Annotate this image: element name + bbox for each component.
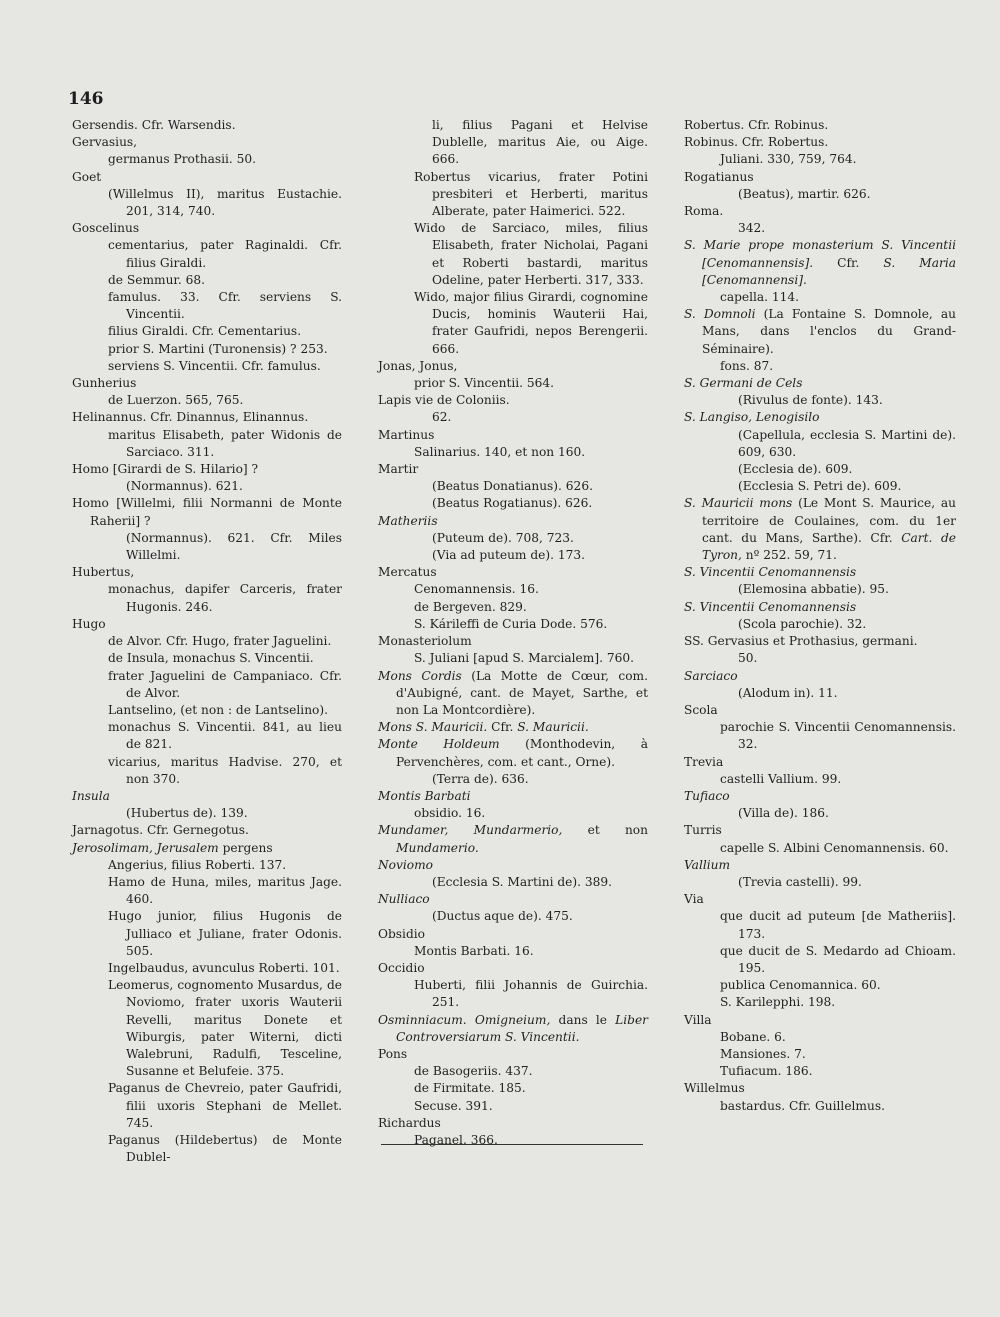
index-entry — [72, 564, 342, 581]
index-entry — [684, 908, 956, 942]
index-entry-text: de Bergeven. 829. — [414, 599, 527, 614]
index-entry-text: bastardus. Cfr. Guillelmus. — [720, 1098, 885, 1113]
index-entry — [684, 857, 956, 874]
index-entry — [684, 169, 956, 186]
index-entry — [72, 874, 342, 908]
index-entry-text: Paganus (Hildebertus) de Monte Dublel- — [108, 1132, 342, 1165]
index-entry-text: Cfr. — [487, 720, 518, 735]
index-entry-text: Jarnagotus. Cfr. Gernegotus. — [72, 823, 249, 838]
index-entry-text: de Firmitate. 185. — [414, 1081, 526, 1096]
index-entry-text: S. Mauricii mons — [684, 496, 793, 511]
index-entry-text: Insula — [72, 788, 110, 803]
index-entry — [684, 943, 956, 977]
index-entry — [684, 633, 956, 650]
index-entry-text: Scola — [684, 702, 718, 717]
index-entry-text: de Alvor. Cfr. Hugo, frater Jaguelini. — [108, 634, 332, 649]
index-entry — [378, 857, 648, 874]
index-entry-text: Mons Cordis — [378, 668, 462, 683]
index-entry — [378, 616, 648, 633]
index-entry-text: famulus. 33. Cfr. serviens S. Vincentii. — [108, 290, 342, 322]
index-entry-text: Angerius, filius Roberti. 137. — [108, 857, 287, 872]
index-entry-text: Lantselino, (et non : de Lantselino). — [108, 702, 329, 717]
index-entry — [378, 960, 648, 977]
index-entry-text: maritus Elisabeth, pater Widonis de Sarciaco. 311. — [108, 427, 342, 459]
index-entry — [684, 1098, 956, 1115]
index-entry — [72, 427, 342, 461]
index-entry — [684, 495, 956, 564]
index-entry — [378, 668, 648, 720]
index-entry-text: Homo [Willelmi, filii Normanni de Monte Raherii] ? — [72, 496, 342, 528]
index-entry — [72, 289, 342, 323]
index-entry-text: Homo [Girardi de S. Hilario] ? — [72, 462, 259, 477]
index-entry-text: (Beatus Rogatianus). 626. — [432, 496, 593, 511]
index-entry-text: (Capellula, ecclesia S. Martini de). 609, 630. — [738, 427, 956, 459]
index-entry-text: (Ecclesia de). 609. — [738, 462, 853, 477]
index-entry — [684, 186, 956, 203]
index-entry — [684, 392, 956, 409]
index-entry-text: nº 252. 59, 71. — [741, 548, 837, 563]
index-entry — [684, 891, 956, 908]
index-entry-text: li, filius Pagani et Helvise Dublelle, maritus Aie, ou Aige. 666. — [432, 118, 648, 167]
index-entry-text: Trevia — [684, 754, 724, 769]
index-entry — [378, 1012, 648, 1046]
index-entry — [378, 1132, 648, 1149]
index-entry — [72, 151, 342, 168]
index-entry — [378, 375, 648, 392]
index-entry-text: Hugo junior, filius Hugonis de Julliaco et Juliane, frater Odonis. 505. — [108, 909, 342, 958]
index-entry-text: Mercatus — [378, 565, 437, 580]
index-entry — [72, 323, 342, 340]
index-entry — [684, 788, 956, 805]
index-entry-text: Gunherius — [72, 376, 137, 391]
index-entry-text: Ingelbaudus, avunculus Roberti. 101. — [108, 960, 340, 975]
index-entry — [684, 685, 956, 702]
index-entry-text: Vallium — [684, 857, 731, 872]
index-entry — [378, 581, 648, 598]
index-entry-text: publica Cenomannica. 60. — [720, 978, 881, 993]
index-entry-text: Nulliaco — [378, 892, 430, 907]
index-entry — [72, 719, 342, 753]
index-entry — [378, 1063, 648, 1080]
index-entry-text: Secuse. 391. — [414, 1098, 493, 1113]
index-entry — [378, 788, 648, 805]
index-entry — [378, 169, 648, 221]
index-entry-text: S. Kárileffi de Curia Dode. 576. — [414, 616, 608, 631]
index-entry — [72, 169, 342, 186]
index-entry-text: S. Karilepphi. 198. — [720, 995, 836, 1010]
index-entry — [378, 495, 648, 512]
index-entry-text: Willelmus — [684, 1081, 745, 1096]
index-entry-text: de Luerzon. 565, 765. — [108, 393, 244, 408]
index-entry-text: monachus S. Vincentii. 841, au lieu de 821. — [108, 720, 342, 752]
index-entry — [684, 306, 956, 358]
index-entry — [684, 702, 956, 719]
index-entry-text: vicarius, maritus Hadvise. 270, et non 370. — [108, 754, 342, 786]
index-entry-text: Monte Holdeum — [378, 737, 500, 752]
index-entry-text: et non — [562, 823, 648, 838]
index-entry — [684, 874, 956, 891]
index-entry — [378, 1046, 648, 1063]
index-entry-text: Paganus de Chevreio, pater Gaufridi, filii uxoris Stephani de Mellet. 745. — [108, 1081, 342, 1130]
index-entry-text: fons. 87. — [720, 358, 774, 373]
index-entry-text: parochie S. Vincentii Cenomannensis. 32. — [720, 720, 956, 752]
index-entry — [684, 564, 956, 581]
index-entry — [378, 220, 648, 289]
index-entry-text: pergens — [218, 840, 273, 855]
index-entry-text: Goet — [72, 169, 102, 184]
index-entry — [684, 599, 956, 616]
index-entry — [72, 788, 342, 805]
index-entry-text: que ducit de S. Medardo ad Chioam. 195. — [720, 943, 956, 975]
index-entry-text: (Monthodevin, à Pervenchères, com. et cant., Orne). — [396, 737, 648, 769]
index-entry-text: S. Langiso, Lenogisilo — [684, 410, 820, 425]
index-entry-text: Hugo — [72, 616, 106, 631]
index-entry — [378, 564, 648, 581]
index-entry-text: Martinus — [378, 427, 435, 442]
index-entry — [72, 117, 342, 134]
index-entry-text: Gervasius, — [72, 135, 138, 150]
index-entry-text: (Scola parochie). 32. — [738, 616, 867, 631]
index-entry-text: de Semmur. 68. — [108, 272, 206, 287]
index-entry — [684, 151, 956, 168]
index-entry-text: 62. — [432, 410, 452, 425]
index-entry — [684, 668, 956, 685]
index-entry — [684, 616, 956, 633]
index-entry-text: Leomerus, cognomento Musardus, de Noviomo, frater uxoris Wauterii Revelli, maritus Donete et Wiburgis, pater Witerni, dicti Walebruni, Radulfi, Tesceline, Susanne et Belufeie. 375. — [108, 978, 342, 1079]
index-entry — [378, 805, 648, 822]
index-entry-text: Cenomannensis. 16. — [414, 582, 539, 597]
index-entry — [684, 977, 956, 994]
index-entry — [378, 392, 648, 409]
index-entry-text: Liber Controversiarum S. Vincentii. — [396, 1012, 649, 1044]
index-entry-text: Wido de Sarciaco, miles, filius Elisabeth, frater Nicholai, Pagani et Roberti bastardi, maritus Odeline, pater Herberti. 317, 333. — [414, 221, 648, 287]
index-entry-text: (La Fontaine S. Domnole, au Mans, dans l'enclos du Grand-Séminaire). — [702, 307, 957, 356]
index-entry — [684, 840, 956, 857]
index-entry — [72, 805, 342, 822]
index-entry-text: S. Marie prope monasterium S. Vincentii [Cenomannensis]. — [684, 238, 956, 270]
index-entry — [72, 822, 342, 839]
index-entry-text: Obsidio — [378, 926, 425, 941]
index-entry — [72, 1080, 342, 1132]
index-entry — [684, 409, 956, 426]
index-entry — [378, 530, 648, 547]
index-entry-text: S. Vincentii Cenomannensis — [684, 599, 857, 614]
index-entry-text: Richardus — [378, 1115, 441, 1130]
index-entry-text: (Beatus Donatianus). 626. — [432, 479, 593, 494]
index-entry — [684, 289, 956, 306]
index-entry-text: 50. — [738, 651, 758, 666]
index-entry — [378, 444, 648, 461]
index-entry-text: Robertus vicarius, frater Potini presbiteri et Herberti, maritus Alberate, pater Haimerici. 522. — [414, 169, 648, 219]
index-entry-text: Juliani. 330, 759, 764. — [720, 152, 857, 167]
index-entry-text: Rogatianus — [684, 169, 754, 184]
index-entry — [378, 771, 648, 788]
index-entry-text: que ducit ad puteum [de Matheriis]. 173. — [720, 909, 956, 941]
index-entry — [72, 237, 342, 271]
index-entry — [684, 994, 956, 1011]
index-entry — [378, 513, 648, 530]
index-entry-text: Montis Barbati. 16. — [414, 943, 534, 958]
index-entry-text: Paganel. 366. — [414, 1132, 498, 1147]
index-entry-text: Lapis vie de Coloniis. — [378, 393, 510, 408]
index-entry — [72, 857, 342, 874]
index-entry-text: Mansiones. 7. — [720, 1046, 806, 1061]
index-entry — [684, 237, 956, 289]
index-entry — [378, 926, 648, 943]
index-entry-text: (La Motte de Cœur, com. d'Aubigné, cant. de Mayet, Sarthe, et non La Montcordière). — [396, 668, 648, 717]
index-entry — [378, 599, 648, 616]
index-entry — [72, 702, 342, 719]
index-entry-text: filius Giraldi. Cfr. Cementarius. — [108, 324, 302, 339]
index-entry — [378, 633, 648, 650]
index-entry-text: (Puteum de). 708, 723. — [432, 530, 574, 545]
index-entry — [684, 427, 956, 461]
index-entry-text: prior S. Martini (Turonensis) ? 253. — [108, 341, 328, 356]
index-entry-text: Goscelinus — [72, 221, 140, 236]
index-entry-text: Gersendis. Cfr. Warsendis. — [72, 118, 236, 132]
index-entry — [378, 289, 648, 358]
index-column-2 — [378, 117, 648, 1149]
index-entry — [684, 1029, 956, 1046]
index-entry-text: (Normannus). 621. — [126, 479, 243, 494]
index-entry-text: germanus Prothasii. 50. — [108, 152, 257, 167]
index-entry-text: Mons S. Mauricii. — [378, 720, 488, 735]
index-entry — [684, 771, 956, 788]
index-entry-text: Jerosolimam, Jerusalem — [72, 840, 219, 855]
index-entry — [684, 478, 956, 495]
index-entry-text: (Via ad puteum de). 173. — [432, 548, 586, 563]
index-entry — [378, 977, 648, 1011]
index-entry — [72, 908, 342, 960]
index-entry — [72, 581, 342, 615]
index-entry — [378, 908, 648, 925]
index-entry — [378, 943, 648, 960]
index-entry — [378, 427, 648, 444]
index-entry — [72, 392, 342, 409]
index-entry — [684, 805, 956, 822]
index-entry-text: (Le Mont S. Maurice, au territoire de Coulaines, com. du 1er cant. du Mans, Sarthe). Cfr. — [702, 496, 956, 545]
index-entry-text: prior S. Vincentii. 564. — [414, 376, 555, 391]
index-entry-text: serviens S. Vincentii. Cfr. famulus. — [108, 358, 321, 373]
index-entry-text: Roma. — [684, 204, 724, 219]
index-entry-text: S. Maria [Cenomannensi]. — [702, 255, 956, 287]
index-entry — [72, 1132, 342, 1166]
index-entry-text: Via — [684, 892, 704, 907]
index-entry-text: Helinannus. Cfr. Dinannus, Elinannus. — [72, 410, 309, 425]
index-entry — [684, 822, 956, 839]
index-entry-text: castelli Vallium. 99. — [720, 771, 842, 786]
index-entry-text: SS. Gervasius et Prothasius, germani. — [684, 634, 918, 649]
index-entry-text: Occidio — [378, 960, 425, 975]
page-number: 146 — [68, 89, 104, 109]
index-entry — [72, 530, 342, 564]
index-entry — [72, 375, 342, 392]
index-entry — [378, 822, 648, 856]
index-entry — [378, 461, 648, 478]
index-entry — [72, 478, 342, 495]
index-entry-text: obsidio. 16. — [414, 806, 486, 821]
index-entry-text: Jonas, Jonus, — [378, 358, 458, 373]
index-entry — [684, 754, 956, 771]
index-entry — [72, 358, 342, 375]
index-entry-text: Robinus. Cfr. Robertus. — [684, 135, 829, 150]
index-entry — [378, 874, 648, 891]
index-entry-text: Hubertus, — [72, 565, 135, 580]
index-entry-text: de Basogeriis. 437. — [414, 1064, 533, 1079]
index-entry-text: (Beatus), martir. 626. — [738, 186, 871, 201]
index-entry — [378, 650, 648, 667]
index-entry-text: (Rivulus de fonte). 143. — [738, 393, 883, 408]
index-entry-text: Mundamerio. — [396, 840, 479, 855]
index-entry — [378, 1115, 648, 1132]
index-entry — [378, 358, 648, 375]
index-entry-text: Huberti, filii Johannis de Guirchia. 251. — [414, 978, 648, 1010]
index-entry — [72, 341, 342, 358]
index-entry-text: Robertus. Cfr. Robinus. — [684, 118, 829, 132]
index-entry — [684, 203, 956, 220]
index-entry — [684, 650, 956, 667]
index-entry — [378, 719, 648, 736]
index-entry — [72, 616, 342, 633]
index-entry-text: Matheriis — [378, 513, 438, 528]
index-entry — [72, 461, 342, 478]
index-entry — [72, 960, 342, 977]
index-entry-text: Turris — [684, 823, 722, 838]
index-entry-text: dans le — [550, 1012, 616, 1027]
index-entry-text: Bobane. 6. — [720, 1029, 786, 1044]
index-entry-text: (Ecclesia S. Petri de). 609. — [738, 479, 902, 494]
index-entry — [684, 1012, 956, 1029]
index-entry-text: Sarciaco — [684, 668, 738, 683]
index-entry-text: (Terra de). 636. — [432, 771, 529, 786]
index-entry-text: Monasteriolum — [378, 634, 472, 649]
index-entry-text: (Willelmus II), maritus Eustachie. 201, 314, 740. — [108, 186, 342, 219]
index-entry-text: (Elemosina abbatie). 95. — [738, 582, 889, 597]
index-entry — [378, 409, 648, 426]
index-entry — [72, 754, 342, 788]
index-entry — [378, 1098, 648, 1115]
index-entry — [72, 134, 342, 151]
index-entry-text: Noviomo — [378, 857, 434, 872]
index-entry-text: Wido, major filius Girardi, cognomine Ducis, hominis Wauterii Hai, frater Gaufridi, nepos Berengerii. 666. — [414, 290, 648, 356]
index-entry-text: Martir — [378, 462, 419, 477]
index-entry — [378, 1080, 648, 1097]
index-entry-text: Cfr. — [813, 255, 884, 270]
index-entry — [378, 117, 648, 169]
index-entry — [72, 633, 342, 650]
index-entry-text: (Normannus). 621. Cfr. Miles Willelmi. — [126, 530, 342, 563]
index-entry — [684, 581, 956, 598]
index-entry-text: Montis Barbati — [378, 788, 471, 803]
index-entry-text: (Hubertus de). 139. — [126, 806, 248, 821]
index-entry — [378, 547, 648, 564]
index-entry-text: frater Jaguelini de Campaniaco. Cfr. de Alvor. — [108, 668, 342, 700]
index-entry-text: Pons — [378, 1046, 408, 1061]
index-entry-text: Osminniacum. Omigneium, — [378, 1012, 551, 1027]
index-entry-text: 342. — [738, 221, 766, 236]
index-column-1 — [72, 117, 342, 1166]
index-entry-text: S. Mauricii. — [517, 720, 589, 735]
index-entry-text: monachus, dapifer Carceris, frater Hugonis. 246. — [108, 582, 342, 614]
index-entry-text: Villa — [684, 1012, 712, 1027]
index-entry-text: S. Germani de Cels — [684, 376, 803, 391]
index-entry — [72, 186, 342, 220]
index-entry — [684, 375, 956, 392]
index-entry — [684, 117, 956, 134]
index-entry-text: S. Vincentii Cenomannensis — [684, 565, 857, 580]
index-entry-text: Tufiaco — [684, 788, 730, 803]
index-entry-text: Hamo de Huna, miles, maritus Jage. 460. — [108, 874, 342, 907]
index-column-3 — [684, 117, 956, 1115]
index-entry-text: Salinarius. 140, et non 160. — [414, 444, 586, 459]
index-entry-text: S. Juliani [apud S. Marcialem]. 760. — [414, 651, 634, 666]
index-entry — [378, 736, 648, 770]
index-entry-text: S. Domnoli — [684, 307, 756, 322]
index-entry — [72, 409, 342, 426]
index-entry — [684, 358, 956, 375]
index-entry-text: Cart. de Tyron, — [702, 530, 957, 563]
index-entry — [684, 1046, 956, 1063]
index-entry-text: (Trevia castelli). 99. — [738, 874, 862, 889]
index-entry — [684, 719, 956, 753]
index-entry — [72, 840, 342, 857]
index-entry — [684, 461, 956, 478]
index-entry-text: (Alodum in). 11. — [738, 685, 838, 700]
index-entry — [684, 1080, 956, 1097]
index-entry-text: capelle S. Albini Cenomannensis. 60. — [720, 840, 949, 855]
index-entry-text: Mundamer, Mundarmerio, — [378, 823, 563, 838]
index-entry — [684, 1063, 956, 1080]
index-entry — [72, 220, 342, 237]
index-entry — [684, 134, 956, 151]
index-entry — [72, 272, 342, 289]
index-entry — [378, 891, 648, 908]
index-entry-text: Tufiacum. 186. — [720, 1064, 813, 1079]
end-rule — [381, 1144, 643, 1145]
index-entry — [378, 478, 648, 495]
index-entry-text: (Ductus aque de). 475. — [432, 909, 573, 924]
index-entry-text: capella. 114. — [720, 290, 800, 305]
index-entry-text: (Villa de). 186. — [738, 806, 829, 821]
index-entry — [72, 977, 342, 1080]
index-entry-text: cementarius, pater Raginaldi. Cfr. filius Giraldi. — [108, 238, 342, 270]
index-entry — [684, 220, 956, 237]
index-entry — [72, 668, 342, 702]
index-entry-text: de Insula, monachus S. Vincentii. — [108, 651, 314, 666]
index-entry-text: (Ecclesia S. Martini de). 389. — [432, 874, 613, 889]
index-entry — [72, 650, 342, 667]
index-entry — [72, 495, 342, 529]
